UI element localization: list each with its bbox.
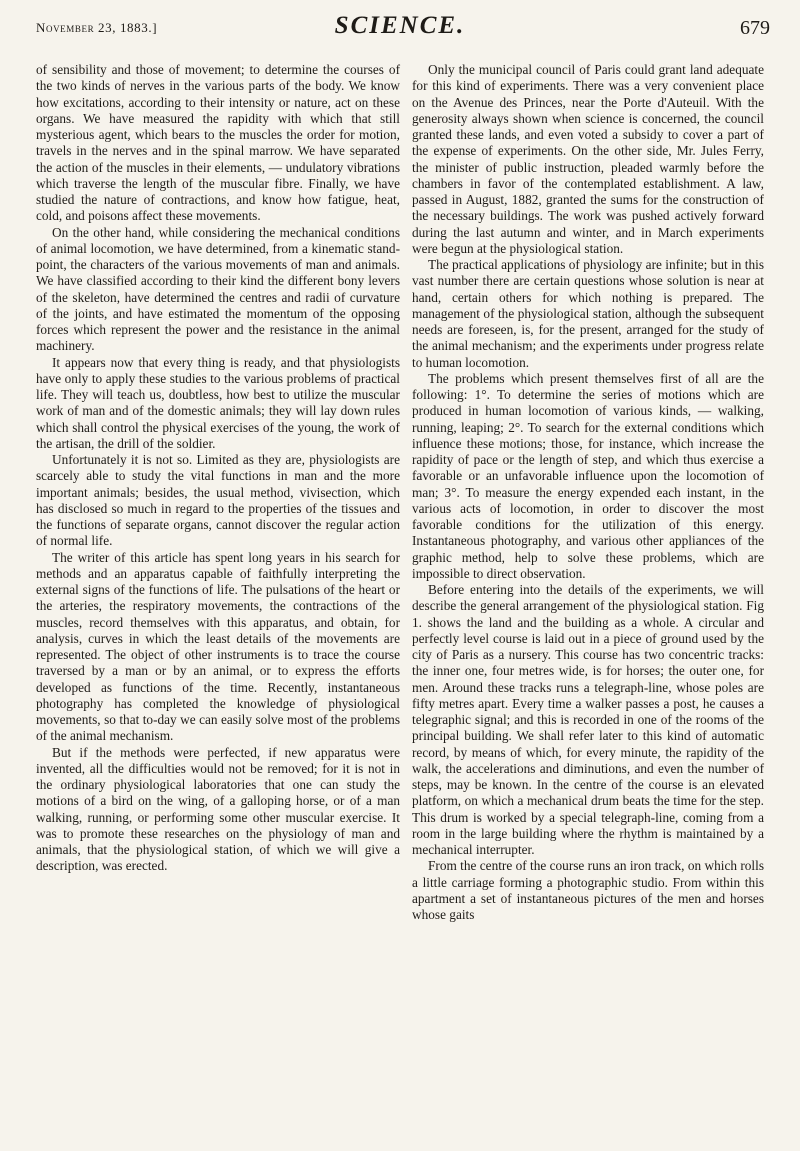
paragraph: But if the methods were perfected, if new apparatus were invented, all the difficulties would not be removed; for it is not in the ordinary physiological laboratories that one can study the motions of a bird on the wing, of a galloping horse, or of a man walking, running, or performing some other muscular exercise. It was to promote these researches on the physiology of man and animals, that the physiological station, of which we will give a description, was erected.	[36, 744, 400, 874]
paragraph: It appears now that every thing is ready, and that physiologists have only to apply these studies to the various problems of practical life. They will teach us, doubtless, how best to utilize the muscular work of man and of the domestic animals; they will lay down rules which shall control the physical exercises of the young, the work of the artisan, the drill of the soldier.	[36, 354, 400, 451]
right-column	[412, 62, 764, 923]
paragraph: The problems which present themselves first of all are the following: 1°. To determine the series of motions which are produced in human locomotion of various kinds, — walking, running, leaping; 2°. To search for the external conditions which influence these motions; those, for instance, which increase the rapidity of pace or the length of step, and which thus exercise a favorable or an unfavorable influence upon the locomotion of man; 3°. To measure the energy expended each instant, in the various acts of locomotion, in order to discover the most favorable conditions for the utilization of this energy. Instantaneous photography, and various other appliances of the graphic method, help to solve these problems, which are impossible to direct observation.	[412, 370, 764, 581]
paragraph: Before entering into the details of the experiments, we will describe the general arrangement of the physiological station. Fig 1. shows the land and the building as a whole. A circular and perfectly level course is laid out in a piece of ground used by the city of Paris as a nursery. This course has two concentric tracks: the inner one, four metres wide, is for horses; the outer one, for men. Around these tracks runs a telegraph-line, whose poles are fifty metres apart. Every time a walker passes a post, he causes a telegraphic signal; and this is recorded in one of the rooms of the principal building. We shall refer later to this kind of automatic record, by means of which, for every minute, the rapidity of the walk, the accelerations and diminutions, and even the number of steps, may be known. In the centre of the course is an elevated platform, on which a mechanical drum beats the time for the step. This drum is worked by a special telegraph-line, coming from a room in the large building where the rhythm is maintained by a mechanical interrupter.	[412, 582, 764, 857]
paragraph: The writer of this article has spent long years in his search for methods and an apparatus capable of faithfully interpreting the external signs of the functions of life. The pulsations of the heart or the arteries, the respiratory movements, the contractions of the muscles, record themselves with this apparatus, and obtain, for analysis, curves in which the least details of the movements are represented. The object of other instruments is to trace the course traversed by a man or by an animal, or to express the efforts developed as functions of the time. Recently, instantaneous photography has completed the knowledge of physiological movements, so that to-day we can easily solve most of the problems of the animal mechanism.	[36, 549, 400, 744]
paragraph: From the centre of the course runs an iron track, on which rolls a little carriage forming a photographic studio. From within this apartment a set of instantaneous pictures of the men and horses whose gaits	[412, 858, 764, 922]
journal-title: SCIENCE.	[334, 12, 466, 39]
issue-date: November 23, 1883.]	[36, 20, 158, 35]
paragraph: Only the municipal council of Paris could grant land adequate for this kind of experiments. There was a very convenient place on the Avenue des Princes, near the Porte d'Auteuil. With the generosity always shown when science is concerned, the council granted these lands, and even voted a subsidy to cover a part of the expense of experiments. On the other side, Mr. Jules Ferry, the minister of public instruction, pleaded warmly before the chambers in favor of the contemplated establishment. A law, passed in August, 1882, granted the sums for the construction of the necessary buildings. The work was pushed actively forward during the last autumn and winter, and in March experiments were begun at the physiological station.	[412, 62, 764, 256]
paragraph: Unfortunately it is not so. Limited as they are, physiologists are scarcely able to study the vital functions in man and the more important animals; besides, the usual method, vivisection, which has disclosed so much in regard to the properties of the tissues and the functions of separate organs, cannot discover the regular action of normal life.	[36, 452, 400, 549]
paragraph: of sensibility and those of movement; to determine the courses of the two kinds of nerves in the various parts of the body. We know how excitations, according to their intensity or nature, act on these organs. We have measured the rapidity with which that still mysterious agent, which bears to the muscles the order for motion, travels in the nerves and in the spinal marrow. We have separated the action of the muscles in their elements, — undulatory vibrations which traverse the length of the muscular fibre. Finally, we have studied the nature of contractions, and know how fatigue, heat, cold, and poisons affect these movements.	[36, 62, 400, 224]
page-number: 679	[740, 17, 770, 39]
paragraph: The practical applications of physiology are infinite; but in this vast number there are certain questions whose solution is near at hand, certain others for which nothing is prepared. The management of the physiological station, although the subsequent needs are foreseen, is, for the present, arranged for the study of the animal mechanism; and the experiments under progress relate to human locomotion.	[412, 257, 764, 370]
left-column	[36, 62, 400, 875]
page-header	[0, 12, 800, 46]
paragraph: On the other hand, while considering the mechanical conditions of animal locomotion, we have determined, from a kinematic stand-point, the characters of the various movements of man and animals. We have classified according to their kind the different bony levers of the skeleton, have determined the centres and radii of curvature of the joints, and have estimated the momentum of the opposing forces which represent the power and the resistance in the animal machinery.	[36, 224, 400, 354]
